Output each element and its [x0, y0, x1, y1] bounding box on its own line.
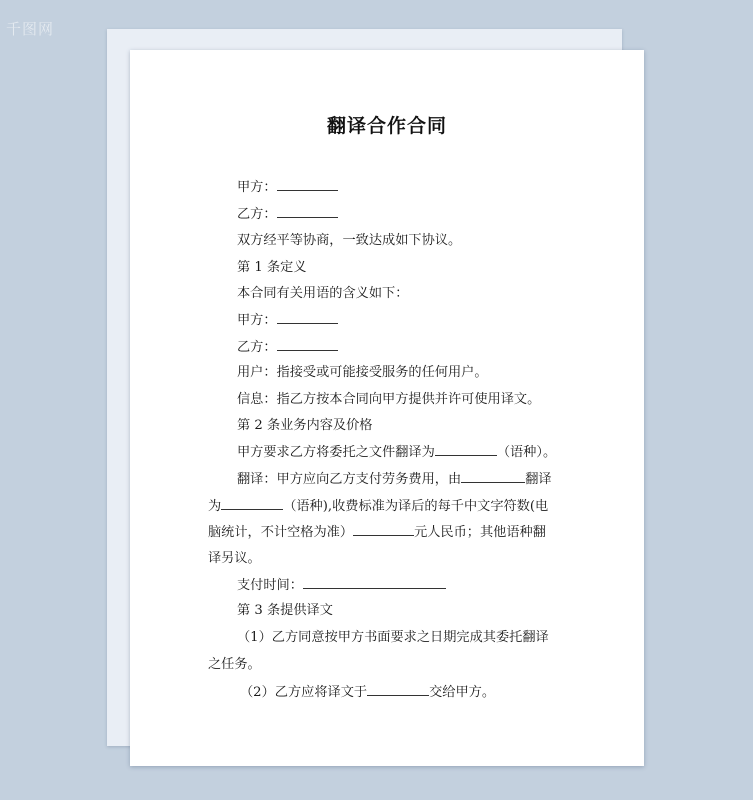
fee-line-1: 翻译：甲方应向乙方支付劳务费用，由 翻译 [237, 469, 552, 490]
price-blank [353, 522, 414, 536]
section3-heading: 第 3 条提供译文 [237, 603, 333, 618]
party-a-line: 甲方： [237, 177, 338, 198]
item2-line: （2）乙方应将译文于 交给甲方。 [240, 682, 495, 703]
fee-line-3: 脑统计，不计空格为准） 元人民币；其他语种翻 [208, 522, 546, 543]
section1-intro: 本合同有关用语的含义如下： [237, 286, 409, 301]
section2-heading: 第 2 条业务内容及价格 [237, 418, 373, 433]
def-party-b-line: 乙方： [237, 337, 338, 358]
def-party-a-line: 甲方： [237, 310, 338, 331]
fee-line-4: 译另议。 [208, 551, 261, 566]
translation-request-line: 甲方要求乙方将委托之文件翻译为 （语种）。 [237, 442, 556, 463]
payment-time-line: 支付时间： [237, 575, 446, 596]
source-language-blank [461, 469, 525, 483]
target-language-blank [221, 496, 283, 510]
delivery-date-blank [367, 682, 429, 696]
document-title: 翻译合作合同 [326, 115, 447, 137]
party-a-blank [277, 177, 338, 191]
document-page [130, 50, 644, 766]
agreement-text: 双方经平等协商，一致达成如下协议。 [237, 233, 462, 248]
party-b-line: 乙方： [237, 204, 338, 225]
def-party-b-blank [277, 337, 338, 351]
payment-time-blank [303, 575, 446, 589]
user-definition: 用户：指接受或可能接受服务的任何用户。 [237, 365, 488, 380]
def-party-a-blank [277, 310, 338, 324]
item1-line-1: （1）乙方同意按甲方书面要求之日期完成其委托翻译 [237, 630, 549, 645]
watermark-logo: 千图网 [6, 20, 55, 38]
item1-line-2: 之任务。 [208, 657, 261, 672]
language-blank [435, 442, 497, 456]
section1-heading: 第 1 条定义 [237, 260, 307, 275]
fee-line-2: 为 （语种),收费标准为译后的每千中文字符数(电 [208, 496, 548, 517]
party-b-blank [277, 204, 338, 218]
info-definition: 信息：指乙方按本合同向甲方提供并许可使用译文。 [237, 392, 541, 407]
